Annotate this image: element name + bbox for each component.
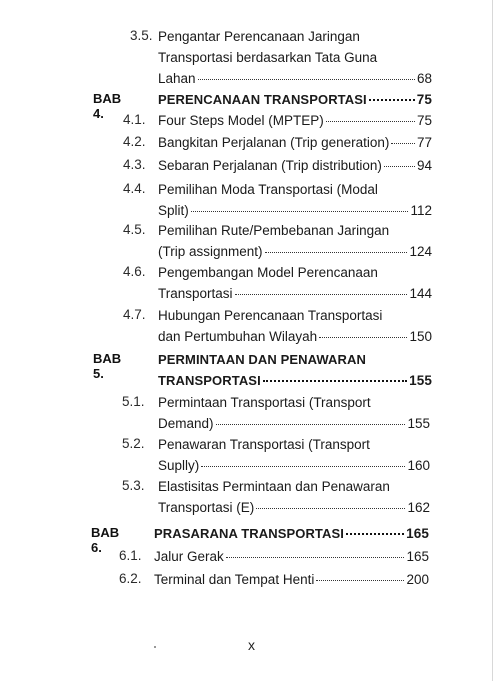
section-number: 4.7. — [123, 307, 146, 322]
section-number: 5.2. — [122, 436, 145, 451]
dot-leader — [391, 143, 415, 144]
dot-leader — [316, 580, 404, 581]
title-text: PRASARANA TRANSPORTASI — [154, 526, 344, 541]
page-number: 124 — [409, 244, 432, 259]
title-line — [158, 220, 432, 241]
title-line — [154, 569, 429, 590]
section-title — [158, 110, 432, 131]
title-line — [158, 305, 432, 326]
title-text: Hubungan Perencanaan Transportasi — [158, 308, 383, 323]
title-text: Elastisitas Permintaan dan Penawaran — [158, 479, 390, 494]
title-line — [158, 89, 432, 110]
dot-leader — [235, 294, 408, 295]
title-text: Bangkitan Perjalanan (Trip generation) — [158, 135, 390, 150]
title-text: dan Pertumbuhan Wilayah — [158, 329, 318, 344]
section-number: 4.5. — [123, 222, 146, 237]
title-text: Transportasi berdasarkan Tata Guna — [158, 50, 378, 65]
section-number: 4.2. — [123, 134, 146, 149]
title-line — [158, 26, 432, 47]
title-line — [158, 370, 432, 391]
title-text: Pemilihan Rute/Pembebanan Jaringan — [158, 223, 390, 238]
dot-leader — [216, 424, 406, 425]
title-line — [158, 200, 432, 221]
page-number: 94 — [416, 158, 432, 173]
section-number: 4.3. — [123, 157, 146, 172]
section-title — [158, 155, 432, 176]
title-line — [158, 132, 432, 153]
section-title — [158, 132, 432, 153]
section-title — [158, 179, 432, 221]
section-number: 5.1. — [122, 394, 145, 409]
dot-leader — [201, 466, 405, 467]
title-text: Suplly) — [158, 458, 200, 473]
section-title — [158, 392, 430, 434]
section-title — [158, 220, 432, 262]
title-text: Pengantar Perencanaan Jaringan — [158, 29, 360, 44]
title-text: TRANSPORTASI — [158, 373, 261, 388]
dot-leader — [369, 99, 415, 101]
title-text: Split) — [158, 203, 189, 218]
title-text: Demand) — [158, 416, 214, 431]
dot-leader — [263, 380, 407, 382]
section-number: 5.3. — [122, 478, 145, 493]
title-line — [158, 392, 430, 413]
page-number: 155 — [407, 416, 430, 431]
section-title — [158, 476, 430, 518]
dot-leader — [384, 166, 415, 167]
page-number-footer: x — [248, 637, 255, 653]
title-text: Permintaan Transportasi (Transport — [158, 395, 371, 410]
title-text: Lahan — [158, 71, 196, 86]
title-line — [158, 283, 432, 304]
dot-leader — [326, 121, 415, 122]
title-line — [158, 179, 432, 200]
title-line — [158, 476, 430, 497]
dot-leader — [226, 557, 405, 558]
title-text: Jalur Gerak — [154, 549, 224, 564]
title-text: Pemilihan Moda Transportasi (Modal — [158, 182, 378, 197]
page-number: 68 — [416, 71, 432, 86]
title-line — [154, 546, 429, 567]
title-text: Terminal dan Tempat Henti — [154, 572, 315, 587]
title-line — [158, 326, 432, 347]
page-number: 75 — [416, 92, 432, 107]
title-text: PERMINTAAN DAN PENAWARAN — [158, 352, 366, 367]
title-text: Pengembangan Model Perencanaan — [158, 265, 378, 280]
title-line — [158, 262, 432, 283]
section-number: 4.4. — [123, 181, 146, 196]
dot-leader — [256, 508, 405, 509]
dot-leader — [319, 337, 407, 338]
title-line — [158, 349, 432, 370]
title-line — [158, 155, 432, 176]
page-number: 75 — [416, 113, 432, 128]
section-number: 4.6. — [123, 264, 146, 279]
dot-leader — [191, 211, 409, 212]
page-number: 112 — [410, 203, 432, 218]
chapter-title — [158, 89, 432, 110]
chapter-number: BAB 6. — [91, 525, 120, 555]
section-number: 6.2. — [119, 571, 142, 586]
section-title — [154, 546, 429, 567]
section-title — [154, 569, 429, 590]
chapter-number: BAB 4. — [93, 91, 122, 121]
title-text: PERENCANAAN TRANSPORTASI — [158, 92, 367, 107]
section-title — [158, 262, 432, 304]
title-text: Sebaran Perjalanan (Trip distribution) — [158, 158, 382, 173]
chapter-title — [154, 523, 429, 544]
section-number: 3.5. — [130, 28, 153, 43]
title-line — [158, 434, 430, 455]
section-number: 4.1. — [123, 112, 146, 127]
dot-leader — [198, 79, 415, 80]
page-number: 144 — [409, 286, 432, 301]
title-text: Penawaran Transportasi (Transport — [158, 437, 370, 452]
title-line — [158, 497, 430, 518]
title-line — [158, 47, 432, 68]
section-title — [158, 26, 432, 89]
page-number: 155 — [409, 373, 432, 388]
title-text: (Trip assignment) — [158, 244, 263, 259]
section-title — [158, 305, 432, 347]
title-line — [158, 455, 430, 476]
chapter-number: BAB 5. — [93, 351, 122, 381]
scan-speck — [154, 646, 156, 648]
title-line — [158, 413, 430, 434]
page-number: 162 — [407, 500, 430, 515]
section-title — [158, 434, 430, 476]
page-number: 77 — [416, 135, 432, 150]
page-edge-line — [492, 0, 493, 681]
page-number: 160 — [407, 458, 430, 473]
title-line — [158, 110, 432, 131]
page-number: 150 — [409, 329, 432, 344]
dot-leader — [265, 252, 408, 253]
title-text: Transportasi — [158, 286, 233, 301]
page-number: 165 — [406, 526, 429, 541]
chapter-title — [158, 349, 432, 391]
title-line — [154, 523, 429, 544]
page-number: 165 — [406, 549, 429, 564]
title-text: Four Steps Model (MPTEP) — [158, 113, 324, 128]
page-number: 200 — [406, 572, 429, 587]
title-line — [158, 68, 432, 89]
dot-leader — [346, 533, 404, 535]
title-text: Transportasi (E) — [158, 500, 255, 515]
title-line — [158, 241, 432, 262]
section-number: 6.1. — [119, 548, 142, 563]
